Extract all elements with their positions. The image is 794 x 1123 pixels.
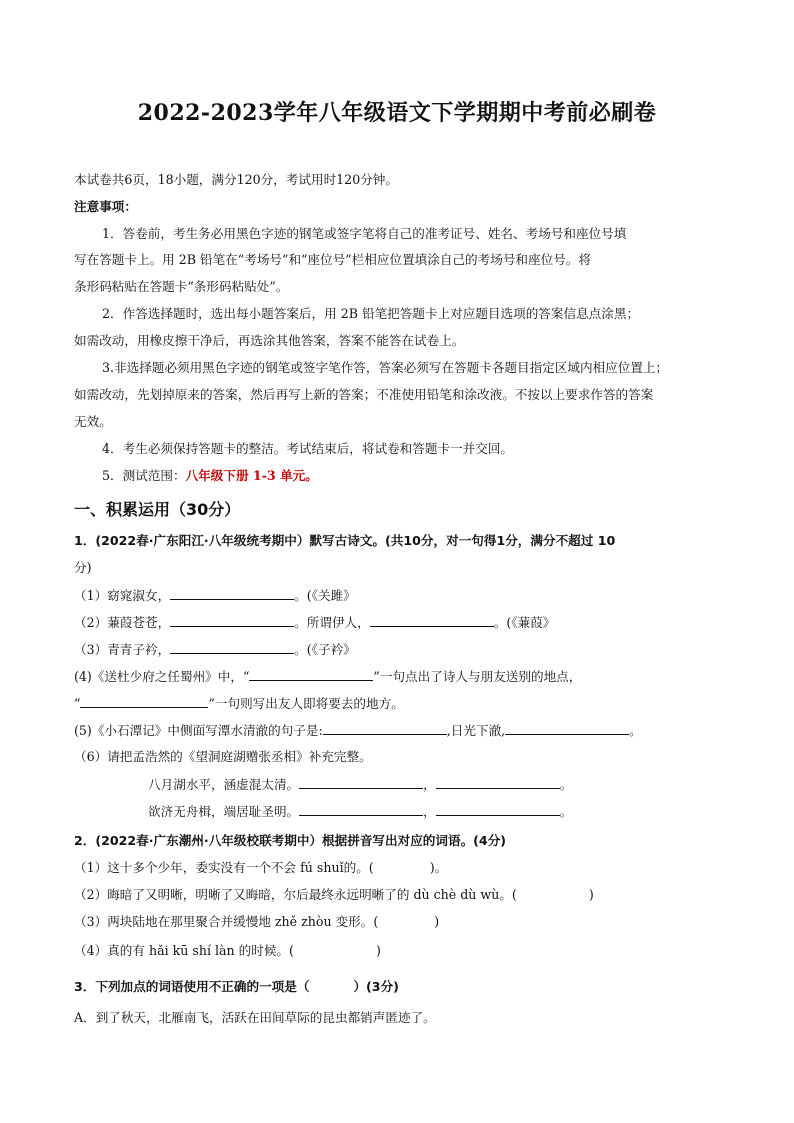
notice-line: 如需改动，用橡皮擦干净后，再选涂其他答案，答案不能答在试卷上。 <box>74 333 465 348</box>
notice-heading: 注意事项： <box>74 199 137 214</box>
answer-blank[interactable] <box>370 614 494 627</box>
q2-item-3: （3）两块陆地在那里聚合并缓慢地 zhě zhòu 变形。( ) <box>74 914 440 929</box>
notice5-prefix: 5．测试范围： <box>102 468 186 483</box>
q3-stem: 3．下列加点的词语使用不正确的一项是（ ）(3分) <box>74 979 399 994</box>
test-scope: 八年级下册 1-3 单元。 <box>185 468 318 483</box>
q1-item-3: （3）青青子衿， 。(《子衿》 <box>74 642 356 657</box>
section-heading: 一、积累运用（30分） <box>74 500 241 519</box>
q2-item-1: （1）这十多个少年，委实没有一个不会 fú shuǐ的。( )。 <box>74 860 448 875</box>
notice-line: 3.非选择题必须用黑色字迹的钢笔或签字笔作答，答案必须写在答题卡各题目指定区域内相应位置上； <box>102 360 669 375</box>
poem-line-2: 欲济无舟楫，端居耻圣明。 ， 。 <box>148 804 573 819</box>
notice-line: 写在答题卡上。用 2B 铅笔在“考场号”和“座位号”栏相应位置填涂自己的考场号和座位号。将 <box>74 252 591 267</box>
answer-blank[interactable] <box>170 641 294 654</box>
poem-line-1: 八月湖水平，涵虚混太清。 ， 。 <box>148 777 573 792</box>
answer-blank[interactable] <box>170 587 294 600</box>
answer-blank[interactable] <box>323 722 447 735</box>
q1-stem: 1．(2022春·广东阳江·八年级统考期中）默写古诗文。(共10分，对一句得1分，满分不超过 10 <box>74 533 616 548</box>
q1-item-4-cont: “ ”一句则写出友人即将要去的地方。 <box>74 696 404 711</box>
answer-blank[interactable] <box>299 776 423 789</box>
notice-line: 无效。 <box>74 414 112 429</box>
answer-blank[interactable] <box>436 803 560 816</box>
answer-blank[interactable] <box>505 722 629 735</box>
q2-stem: 2．(2022春·广东潮州·八年级校联考期中）根据拼音写出对应的词语。(4分) <box>74 833 507 848</box>
q1-item-1: （1）窈窕淑女， 。(《关雎》 <box>74 588 356 603</box>
q3-option-a[interactable]: A．到了秋天，北雁南飞，活跃在田间草际的昆虫都销声匿迹了。 <box>74 1010 436 1025</box>
intro-text: 本试卷共6页，18小题，满分120分，考试用时120分钟。 <box>74 172 398 187</box>
notice-line-5 <box>102 468 318 484</box>
answer-blank[interactable] <box>170 614 294 627</box>
answer-blank[interactable] <box>436 776 560 789</box>
q1-item-4: (4)《送杜少府之任蜀州》中，“ ”一句点出了诗人与朋友送别的地点， <box>74 669 582 684</box>
page-title: 2022-2023学年八年级语文下学期期中考前必刷卷 <box>137 100 657 126</box>
answer-blank[interactable] <box>299 803 423 816</box>
q1-item-5: (5)《小石潭记》中侧面写潭水清澈的句子是: ,日光下澈, 。 <box>74 723 642 738</box>
notice-line: 条形码粘贴在答题卡“条形码粘贴处”。 <box>74 279 289 294</box>
notice-line: 1．答卷前，考生务必用黑色字迹的钢笔或签字笔将自己的准考证号、姓名、考场号和座位号填 <box>102 226 627 241</box>
q2-item-4: （4）真的有 hǎi kū shí làn 的时候。( ) <box>74 943 381 958</box>
q1-item-6: （6）请把孟浩然的《望洞庭湖赠张丞相》补充完整。 <box>74 749 372 764</box>
notice-line: 2．作答选择题时，选出每小题答案后，用 2B 铅笔把答题卡上对应题目选项的答案信息点涂黑； <box>102 306 640 321</box>
notice-line: 4．考生必须保持答题卡的整洁。考试结束后，将试卷和答题卡一并交回。 <box>102 441 514 456</box>
q1-stem-cont: 分) <box>74 560 92 575</box>
answer-blank[interactable] <box>249 668 373 681</box>
q1-item-2: （2）蒹葭苍苍， 。所谓伊人， 。(《蒹葭》 <box>74 615 556 630</box>
q2-item-2: （2）晦暗了又明晰，明晰了又晦暗，尔后最终永远明晰了的 dù chè dù wù。( ) <box>74 887 594 902</box>
notice-line: 如需改动，先划掉原来的答案，然后再写上新的答案；不准使用铅笔和涂改液。不按以上要求作答的答案 <box>74 387 654 402</box>
answer-blank[interactable] <box>80 695 208 708</box>
